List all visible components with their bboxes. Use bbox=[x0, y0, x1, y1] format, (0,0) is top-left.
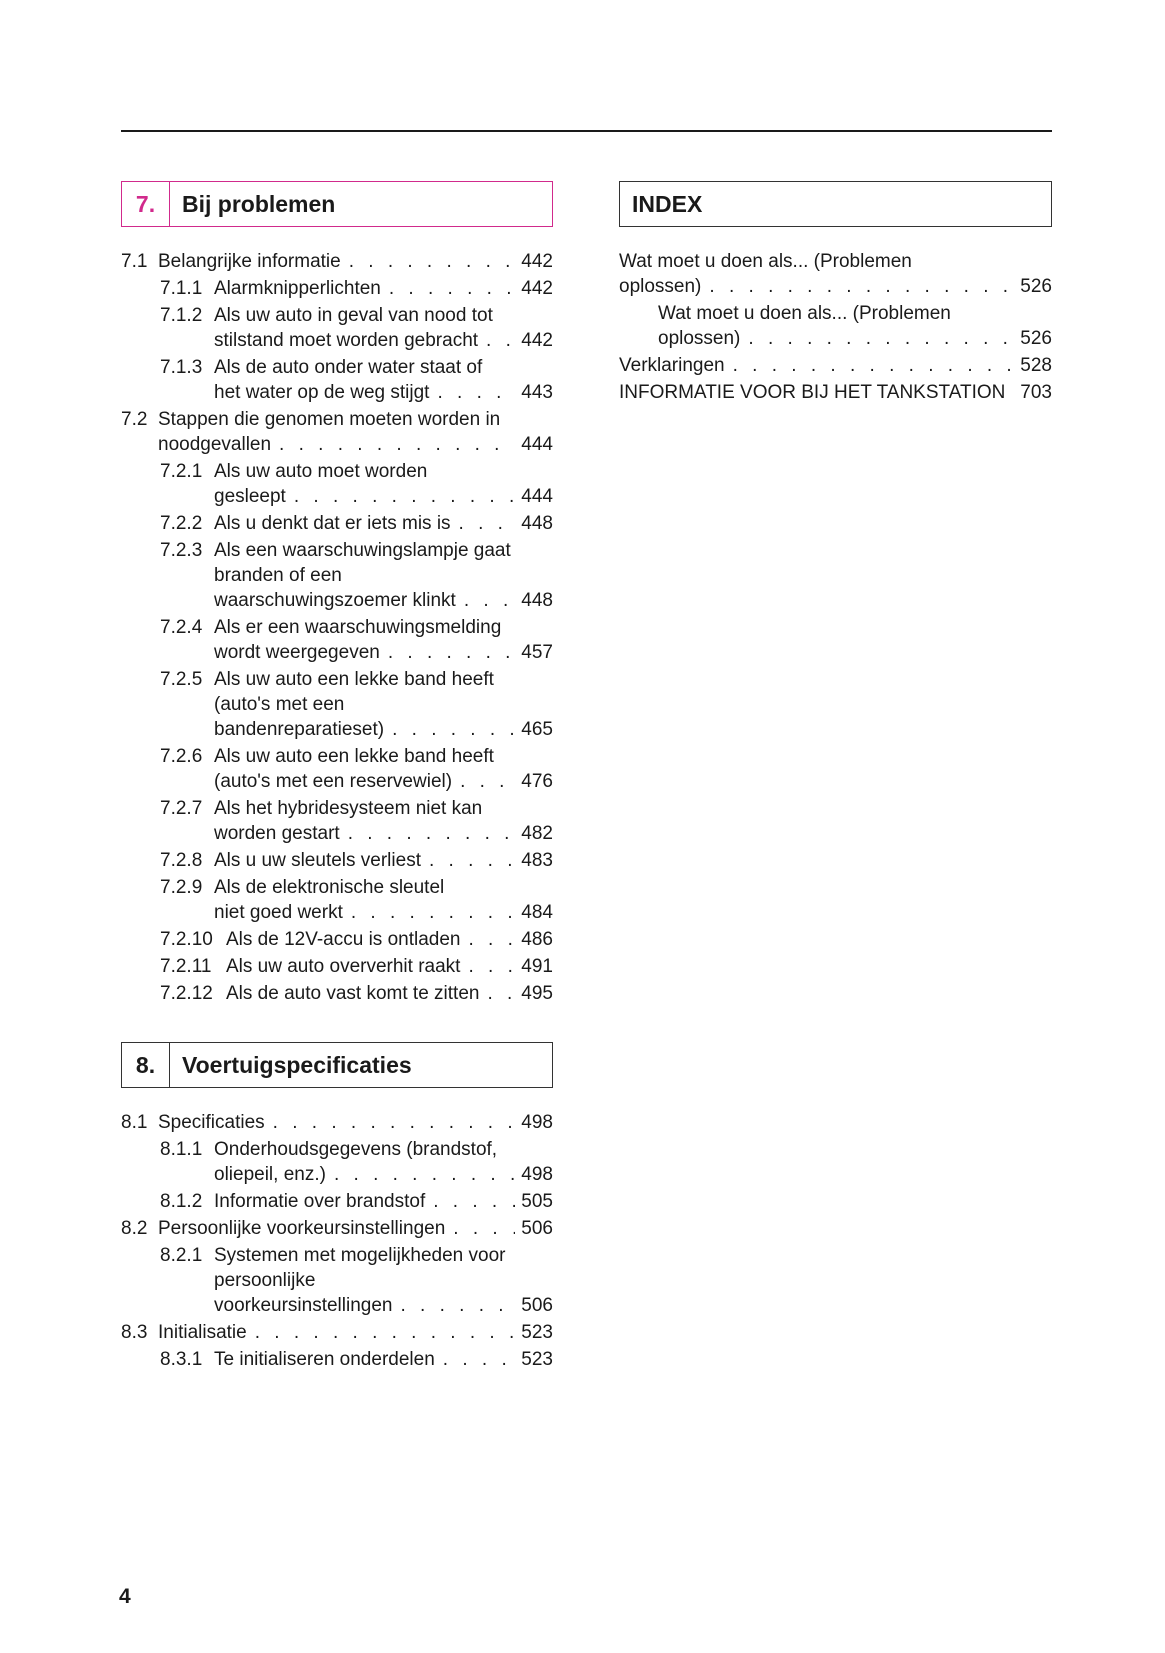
index-toc bbox=[619, 249, 1052, 405]
toc-entry-line bbox=[214, 900, 553, 925]
toc-page-number: 528 bbox=[1020, 355, 1052, 376]
toc-entry-text: Als de elektronische sleutel bbox=[214, 877, 445, 898]
toc-entry-line bbox=[214, 1137, 553, 1162]
toc-entry[interactable] bbox=[121, 615, 553, 665]
toc-page-number: 498 bbox=[521, 1112, 553, 1133]
toc-leader-dots bbox=[464, 588, 515, 613]
toc-page-number: 703 bbox=[1020, 382, 1052, 403]
toc-entry-line bbox=[214, 459, 553, 484]
toc-entry[interactable] bbox=[121, 1189, 553, 1214]
toc-entry-body bbox=[158, 1216, 553, 1241]
toc-entry-line bbox=[226, 981, 553, 1006]
toc-entry-text: niet goed werkt bbox=[214, 902, 343, 923]
toc-entry-text: Belangrijke informatie bbox=[158, 251, 341, 272]
toc-entry-line bbox=[158, 249, 553, 274]
toc-entry-body bbox=[214, 459, 553, 509]
toc-entry[interactable] bbox=[121, 355, 553, 405]
toc-entry-body bbox=[214, 303, 553, 353]
toc-entry-number: 8.1 bbox=[121, 1112, 148, 1133]
toc-leader-dots bbox=[709, 274, 1014, 299]
toc-page-number: 523 bbox=[521, 1322, 553, 1343]
toc-leader-dots bbox=[429, 848, 515, 873]
toc-entry-line bbox=[658, 326, 1052, 351]
toc-entry[interactable] bbox=[121, 459, 553, 509]
chapter-8-header bbox=[121, 1042, 553, 1088]
toc-entry-body bbox=[226, 927, 553, 952]
toc-entry-text: Specificaties bbox=[158, 1112, 265, 1133]
toc-leader-dots bbox=[469, 927, 516, 952]
toc-entry-number: 7.2.3 bbox=[160, 540, 203, 561]
toc-entry-body bbox=[226, 981, 553, 1006]
toc-entry-line bbox=[619, 380, 1052, 405]
toc-page-number: 486 bbox=[521, 929, 553, 950]
toc-entry[interactable] bbox=[121, 848, 553, 873]
toc-entry-line bbox=[214, 744, 553, 769]
toc-entry-body bbox=[214, 875, 553, 925]
toc-page-number: 526 bbox=[1020, 328, 1052, 349]
toc-page-number: 444 bbox=[521, 434, 553, 455]
toc-entry-number: 7.2.11 bbox=[160, 956, 212, 977]
toc-entry-number: 7.2.5 bbox=[160, 669, 203, 690]
chapter-7-number: 7. bbox=[122, 182, 170, 226]
toc-entry-body bbox=[214, 667, 553, 742]
toc-entry-number: 7.1.3 bbox=[160, 357, 203, 378]
toc-entry-number: 7.2.4 bbox=[160, 617, 203, 638]
toc-entry[interactable] bbox=[121, 1347, 553, 1372]
toc-entry-text: Als een waarschuwingslampje gaat bbox=[214, 540, 511, 561]
toc-entry-line bbox=[619, 249, 1052, 274]
toc-entry-line bbox=[214, 717, 553, 742]
toc-entry-number: 7.2.6 bbox=[160, 746, 203, 767]
toc-entry-body bbox=[214, 1137, 553, 1187]
toc-page-number: 495 bbox=[521, 983, 553, 1004]
toc-entry-text: Informatie over brandstof bbox=[214, 1191, 426, 1212]
toc-entry-number: 7.2.8 bbox=[160, 850, 203, 871]
toc-entry-number: 7.2.1 bbox=[160, 461, 203, 482]
toc-entry-line bbox=[214, 1189, 553, 1214]
toc-entry-text: Als u denkt dat er iets mis is bbox=[214, 513, 451, 534]
toc-entry[interactable] bbox=[121, 744, 553, 794]
toc-entry-text: Te initialiseren onderdelen bbox=[214, 1349, 435, 1370]
toc-page-number: 482 bbox=[521, 823, 553, 844]
toc-entry-text: branden of een bbox=[214, 565, 342, 586]
toc-entry-line bbox=[158, 407, 553, 432]
toc-leader-dots bbox=[733, 353, 1015, 378]
toc-entry-text: Als u uw sleutels verliest bbox=[214, 850, 421, 871]
toc-entry[interactable] bbox=[121, 1320, 553, 1345]
toc-entry-line bbox=[214, 588, 553, 613]
chapter-7-title: Bij problemen bbox=[182, 190, 336, 217]
toc-entry-text: Als uw auto in geval van nood tot bbox=[214, 305, 493, 326]
toc-entry[interactable] bbox=[121, 796, 553, 846]
toc-entry-number: 7.2.10 bbox=[160, 929, 213, 950]
toc-entry-text: Als uw auto oververhit raakt bbox=[226, 956, 461, 977]
toc-entry-body bbox=[158, 1110, 553, 1135]
toc-entry-body bbox=[214, 615, 553, 665]
toc-entry-text: (auto's met een bbox=[214, 694, 345, 715]
toc-entry[interactable] bbox=[121, 511, 553, 536]
toc-entry-text: voorkeursinstellingen bbox=[214, 1295, 393, 1316]
toc-entry-text: INFORMATIE VOOR BIJ HET TANKSTATION bbox=[619, 382, 1006, 403]
toc-entry-body bbox=[658, 301, 1052, 351]
toc-entry-text: worden gestart bbox=[214, 823, 340, 844]
toc-entry-line bbox=[158, 1320, 553, 1345]
toc-entry[interactable] bbox=[121, 1243, 553, 1318]
toc-entry-body bbox=[619, 353, 1052, 378]
toc-leader-dots bbox=[460, 769, 515, 794]
toc-entry-number: 8.3.1 bbox=[160, 1349, 203, 1370]
toc-entry-body bbox=[214, 355, 553, 405]
toc-entry-body bbox=[214, 1347, 553, 1372]
toc-entry[interactable] bbox=[121, 276, 553, 301]
toc-entry-number: 8.1.2 bbox=[160, 1191, 203, 1212]
toc-entry-number: 7.1.1 bbox=[160, 278, 203, 299]
toc-page-number: 457 bbox=[521, 642, 553, 663]
right-column bbox=[619, 181, 1052, 407]
toc-entry-body bbox=[214, 1243, 553, 1318]
toc-entry-text: Onderhoudsgegevens (brandstof, bbox=[214, 1139, 498, 1160]
toc-entry-text: Wat moet u doen als... (Problemen bbox=[658, 303, 951, 324]
toc-entry-number: 7.2.12 bbox=[160, 983, 213, 1004]
toc-entry-line bbox=[214, 1162, 553, 1187]
toc-entry-body bbox=[214, 796, 553, 846]
index-entry[interactable] bbox=[619, 380, 1052, 405]
chapter-7-header bbox=[121, 181, 553, 227]
toc-entry-line bbox=[214, 667, 553, 692]
toc-leader-dots bbox=[459, 511, 516, 536]
toc-leader-dots bbox=[437, 380, 515, 405]
toc-leader-dots bbox=[453, 1216, 515, 1241]
toc-entry-line bbox=[658, 301, 1052, 326]
toc-entry-number: 7.2.9 bbox=[160, 877, 203, 898]
toc-entry-body bbox=[214, 1189, 553, 1214]
toc-entry-text: oplossen) bbox=[658, 328, 741, 349]
toc-entry-line bbox=[214, 1293, 553, 1318]
index-title: INDEX bbox=[632, 190, 703, 217]
toc-entry-line bbox=[214, 875, 553, 900]
toc-page-number: 506 bbox=[521, 1218, 553, 1239]
toc-leader-dots bbox=[468, 954, 515, 979]
chapter-7-toc bbox=[121, 249, 553, 1006]
toc-entry[interactable] bbox=[121, 1110, 553, 1135]
toc-leader-dots bbox=[349, 249, 516, 274]
toc-page-number: 448 bbox=[521, 590, 553, 611]
chapter-8-title: Voertuigspecificaties bbox=[182, 1051, 412, 1078]
toc-leader-dots bbox=[255, 1320, 516, 1345]
toc-page-number: 443 bbox=[521, 382, 553, 403]
toc-page-number: 448 bbox=[521, 513, 553, 534]
toc-entry-text: oliepeil, enz.) bbox=[214, 1164, 326, 1185]
toc-entry-text: gesleept bbox=[214, 486, 286, 507]
toc-entry-text: Als de auto onder water staat of bbox=[214, 357, 483, 378]
toc-entry[interactable] bbox=[121, 249, 553, 274]
chapter-8-toc bbox=[121, 1110, 553, 1372]
toc-entry-line bbox=[214, 821, 553, 846]
toc-entry[interactable] bbox=[121, 538, 553, 613]
toc-leader-dots bbox=[294, 484, 515, 509]
toc-leader-dots bbox=[1013, 380, 1014, 405]
toc-entry-number: 8.1.1 bbox=[160, 1139, 203, 1160]
toc-entry-number: 7.2.2 bbox=[160, 513, 203, 534]
toc-entry-number: 7.1 bbox=[121, 251, 148, 272]
toc-entry-body bbox=[158, 1320, 553, 1345]
toc-page-number: 505 bbox=[521, 1191, 553, 1212]
toc-page-number: 523 bbox=[521, 1349, 553, 1370]
toc-page-number: 444 bbox=[521, 486, 553, 507]
toc-entry-line bbox=[619, 274, 1052, 299]
toc-entry-text: Als er een waarschuwingsmelding bbox=[214, 617, 502, 638]
toc-entry-body bbox=[619, 380, 1052, 405]
toc-leader-dots bbox=[392, 717, 515, 742]
page-number: 4 bbox=[119, 1585, 131, 1608]
toc-entry-text: Wat moet u doen als... (Problemen bbox=[619, 251, 912, 272]
toc-entry-line bbox=[214, 1347, 553, 1372]
toc-entry-body bbox=[158, 249, 553, 274]
toc-entry-text: Als uw auto moet worden bbox=[214, 461, 428, 482]
toc-entry-line bbox=[214, 640, 553, 665]
toc-entry-number: 8.2 bbox=[121, 1218, 148, 1239]
toc-entry-number: 8.2.1 bbox=[160, 1245, 203, 1266]
index-header bbox=[619, 181, 1052, 227]
toc-entry-line bbox=[158, 432, 553, 457]
toc-entry-line bbox=[214, 511, 553, 536]
toc-entry[interactable] bbox=[121, 927, 553, 952]
toc-entry-body bbox=[226, 954, 553, 979]
toc-leader-dots bbox=[388, 640, 515, 665]
toc-entry-line bbox=[214, 848, 553, 873]
toc-entry-line bbox=[158, 1110, 553, 1135]
toc-leader-dots bbox=[748, 326, 1014, 351]
toc-entry-text: Systemen met mogelijkheden voor bbox=[214, 1245, 506, 1266]
toc-entry-line bbox=[214, 796, 553, 821]
toc-entry-text: oplossen) bbox=[619, 276, 702, 297]
toc-entry[interactable] bbox=[121, 875, 553, 925]
toc-leader-dots bbox=[433, 1189, 515, 1214]
toc-entry[interactable] bbox=[121, 1137, 553, 1187]
toc-page-number: 465 bbox=[521, 719, 553, 740]
toc-entry-number: 8.3 bbox=[121, 1322, 148, 1343]
index-entry[interactable] bbox=[619, 249, 1052, 299]
toc-entry-number: 7.2.7 bbox=[160, 798, 203, 819]
toc-entry-body bbox=[214, 744, 553, 794]
toc-entry-line bbox=[158, 1216, 553, 1241]
toc-entry[interactable] bbox=[121, 954, 553, 979]
toc-entry-text: waarschuwingszoemer klinkt bbox=[214, 590, 456, 611]
toc-entry-text: bandenreparatieset) bbox=[214, 719, 385, 740]
toc-entry-line bbox=[214, 563, 553, 588]
toc-entry[interactable] bbox=[121, 1216, 553, 1241]
toc-entry-line bbox=[214, 538, 553, 563]
left-column bbox=[121, 181, 553, 1374]
toc-page-number: 506 bbox=[521, 1295, 553, 1316]
toc-page-number: 484 bbox=[521, 902, 553, 923]
toc-page-number: 491 bbox=[521, 956, 553, 977]
toc-leader-dots bbox=[279, 432, 515, 457]
toc-entry-line bbox=[619, 353, 1052, 378]
toc-entry-line bbox=[214, 328, 553, 353]
toc-page-number: 476 bbox=[521, 771, 553, 792]
toc-entry-text: Stappen die genomen moeten worden in bbox=[158, 409, 501, 430]
toc-entry-text: Als de auto vast komt te zitten bbox=[226, 983, 480, 1004]
toc-entry-number: 7.2 bbox=[121, 409, 148, 430]
toc-leader-dots bbox=[443, 1347, 516, 1372]
toc-entry-number: 7.1.2 bbox=[160, 305, 203, 326]
toc-entry-text: Verklaringen bbox=[619, 355, 725, 376]
toc-entry-text: Als uw auto een lekke band heeft bbox=[214, 669, 494, 690]
toc-leader-dots bbox=[348, 821, 516, 846]
toc-entry-line bbox=[214, 1243, 553, 1268]
toc-entry-body bbox=[214, 538, 553, 613]
toc-entry-text: noodgevallen bbox=[158, 434, 272, 455]
toc-entry-text: (auto's met een reservewiel) bbox=[214, 771, 453, 792]
toc-leader-dots bbox=[334, 1162, 515, 1187]
toc-entry-line bbox=[226, 927, 553, 952]
toc-entry-body bbox=[619, 249, 1052, 299]
toc-entry-line bbox=[226, 954, 553, 979]
toc-entry-line bbox=[214, 692, 553, 717]
index-entry[interactable] bbox=[619, 301, 1052, 351]
toc-page-number: 442 bbox=[521, 330, 553, 351]
index-entry[interactable] bbox=[619, 353, 1052, 378]
toc-entry[interactable] bbox=[121, 303, 553, 353]
toc-entry-line bbox=[214, 303, 553, 328]
chapter-8-number: 8. bbox=[122, 1043, 170, 1087]
toc-entry-text: Als de 12V-accu is ontladen bbox=[226, 929, 461, 950]
toc-entry-body bbox=[214, 848, 553, 873]
toc-page-number: 442 bbox=[521, 251, 553, 272]
toc-leader-dots bbox=[273, 1110, 516, 1135]
toc-entry-text: persoonlijke bbox=[214, 1270, 316, 1291]
toc-leader-dots bbox=[389, 276, 515, 301]
toc-entry-line bbox=[214, 355, 553, 380]
toc-entry-body bbox=[158, 407, 553, 457]
toc-entry-line bbox=[214, 769, 553, 794]
toc-page-number: 483 bbox=[521, 850, 553, 871]
toc-entry-text: stilstand moet worden gebracht bbox=[214, 330, 479, 351]
toc-entry-text: Persoonlijke voorkeursinstellingen bbox=[158, 1218, 446, 1239]
toc-page-number: 498 bbox=[521, 1164, 553, 1185]
toc-entry-text: Initialisatie bbox=[158, 1322, 247, 1343]
top-rule bbox=[121, 130, 1052, 132]
toc-entry[interactable] bbox=[121, 667, 553, 742]
toc-entry-text: Als uw auto een lekke band heeft bbox=[214, 746, 494, 767]
toc-leader-dots bbox=[486, 328, 515, 353]
toc-entry-line bbox=[214, 484, 553, 509]
toc-page-number: 526 bbox=[1020, 276, 1052, 297]
toc-entry-text: Alarmknipperlichten bbox=[214, 278, 381, 299]
toc-entry-line bbox=[214, 615, 553, 640]
toc-entry[interactable] bbox=[121, 981, 553, 1006]
toc-leader-dots bbox=[487, 981, 515, 1006]
toc-page-number: 442 bbox=[521, 278, 553, 299]
toc-entry-line bbox=[214, 276, 553, 301]
toc-entry-line bbox=[214, 380, 553, 405]
toc-entry-line bbox=[214, 1268, 553, 1293]
toc-entry-text: wordt weergegeven bbox=[214, 642, 380, 663]
toc-entry-body bbox=[214, 276, 553, 301]
toc-leader-dots bbox=[351, 900, 515, 925]
toc-leader-dots bbox=[401, 1293, 516, 1318]
toc-entry[interactable] bbox=[121, 407, 553, 457]
toc-entry-text: het water op de weg stijgt bbox=[214, 382, 430, 403]
toc-entry-text: Als het hybridesysteem niet kan bbox=[214, 798, 483, 819]
toc-entry-body bbox=[214, 511, 553, 536]
